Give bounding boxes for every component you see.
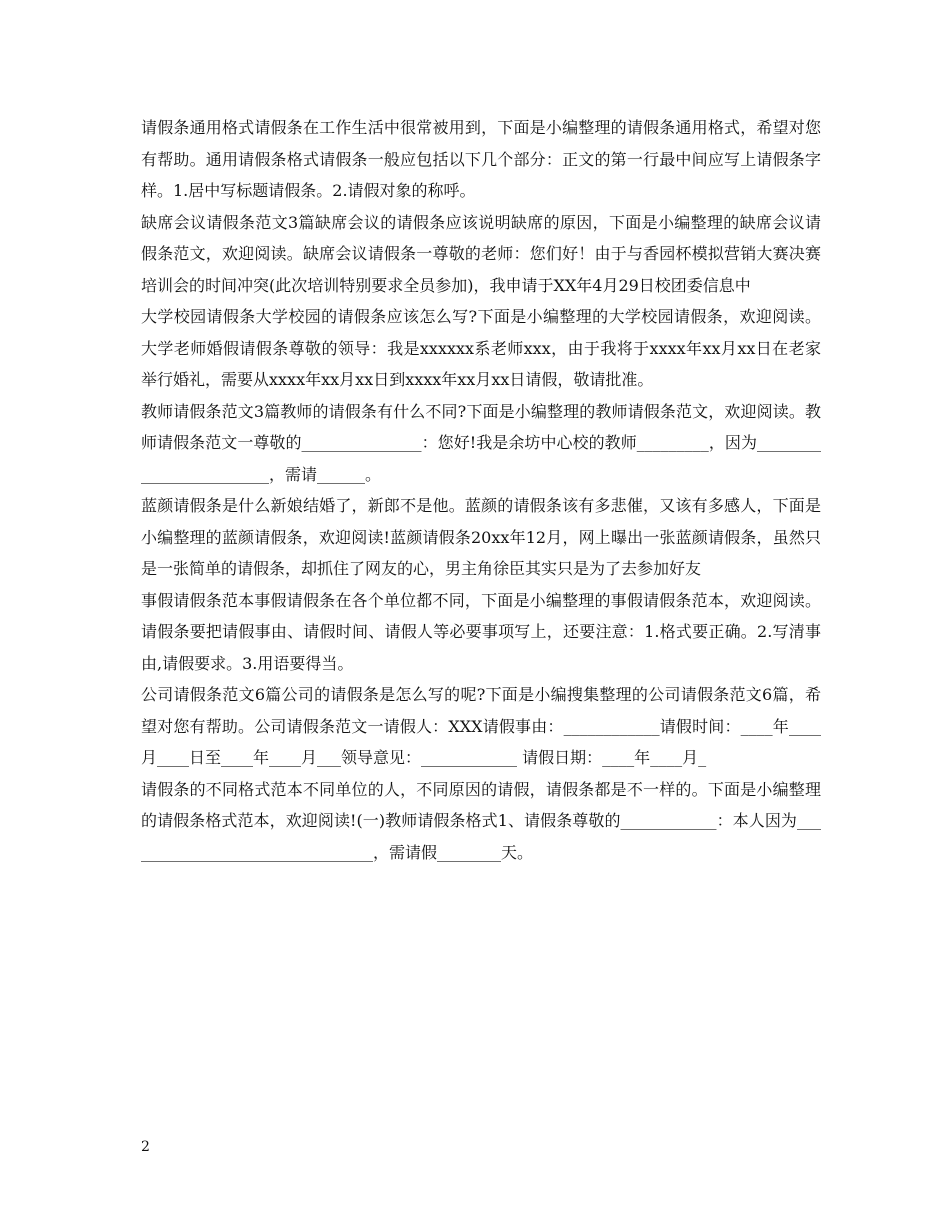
paragraph-university-leave-note: 大学校园请假条大学校园的请假条应该怎么写?下面是小编整理的大学校园请假条，欢迎阅读。大学老师婚假请假条尊敬的领导：我是xxxxxx系老师xxx，由于我将于xxxx年xx月xx日在老家举行婚礼，需要从xxxx年xx月xx日到xxxx年xx月xx日请假，敬请批准。 [141, 307, 821, 389]
document-body [141, 112, 821, 868]
paragraph-company-leave-note: 公司请假条范文6篇公司的请假条是怎么写的呢?下面是小编搜集整理的公司请假条范文6篇，希望对您有帮助。公司请假条范文一请假人：XXX请假事由：____________请假时间：____年____月____日至____年____月___领导意见：____________ 请假日期：____年____月_ [141, 685, 821, 767]
paragraph-teacher-leave-note: 教师请假条范文3篇教师的请假条有什么不同?下面是小编整理的教师请假条范文，欢迎阅读。教师请假条范文一尊敬的_______________：您好!我是余坊中心校的教师_________，因为________________________，需请______。 [141, 401, 821, 484]
paragraph-meeting-absence-note: 缺席会议请假条范文3篇缺席会议的请假条应该说明缺席的原因，下面是小编整理的缺席会议请假条范文，欢迎阅读。缺席会议请假条一尊敬的老师：您们好！由于与香园杯模拟营销大赛决赛培训会的时间冲突(此次培训特别要求全员参加)，我申请于XX年4月29日校团委信息中 [141, 212, 821, 295]
paragraph-lanyan-leave-note: 蓝颜请假条是什么新娘结婚了，新郎不是他。蓝颜的请假条该有多悲催，又该有多感人，下面是小编整理的蓝颜请假条，欢迎阅读!蓝颜请假条20xx年12月，网上曝出一张蓝颜请假条，虽然只是一张简单的请假条，却抓住了网友的心，男主角徐臣其实只是为了去参加好友 [141, 496, 821, 578]
paragraph-leave-note-general-format: 请假条通用格式请假条在工作生活中很常被用到，下面是小编整理的请假条通用格式，希望对您有帮助。通用请假条格式请假条一般应包括以下几个部分：正文的第一行最中间应写上请假条字样。1.居中写标题请假条。2.请假对象的称呼。 [141, 118, 821, 200]
paragraph-personal-leave-template: 事假请假条范本事假请假条在各个单位都不同，下面是小编整理的事假请假条范本，欢迎阅读。请假条要把请假事由、请假时间、请假人等必要事项写上，还要注意：1.格式要正确。2.写清事由,请假要求。3.用语要得当。 [141, 590, 821, 673]
page-number: 2 [141, 1139, 150, 1155]
paragraph-leave-note-format-template: 请假条的不同格式范本不同单位的人，不同原因的请假，请假条都是不一样的。下面是小编整理的请假条格式范本，欢迎阅读!(一)教师请假条格式1、请假条尊敬的____________：本人因为________________________________，需请假________天。 [141, 779, 821, 862]
